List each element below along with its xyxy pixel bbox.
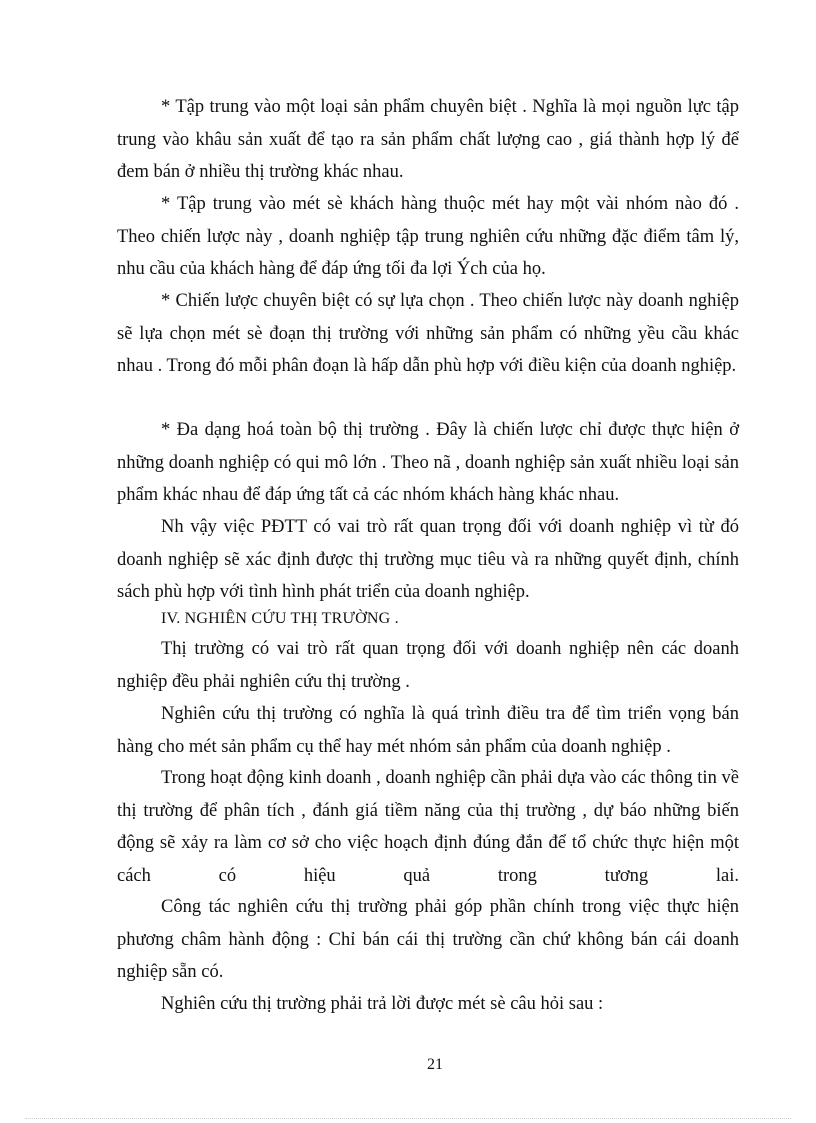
paragraph-market-importance: Thị trường có vai trò rất quan trọng đối với doanh nghiệp nên các doanh nghiệp đều phải nghiên cứu thị trường . (117, 639, 739, 692)
paragraph-customer-group-strategy: * Tập trung vào mét sè khách hàng thuộc mét hay một vài nhóm nào đó . Theo chiến lược này , doanh nghiệp tập trung nghiên cứu những đặc điểm tâm lý, nhu cầu của khách hàng để đáp ứng tối đa lợi Ých của họ. (117, 194, 739, 279)
paragraph-segmentation-summary: Nh vậy việc PĐTT có vai trò rất quan trọng đối với doanh nghiệp vì từ đó doanh nghiệp sẽ xác định được thị trường mục tiêu và ra những quyết định, chính sách phù hợp với tình hình phát triển của doanh nghiệp. (117, 517, 739, 602)
page-bottom-divider (25, 1118, 791, 1119)
paragraph-business-activity: Trong hoạt động kinh doanh , doanh nghiệp cần phải dựa vào các thông tin về thị trường để phân tích , đánh giá tiềm năng của thị trường , dự báo những biến động sẽ xảy ra làm cơ sở cho việc hoạch định đúng đắn để tổ chức thực hiện một cách có hiệu quả trong tương lai. (117, 768, 739, 886)
paragraph-selective-specialization: * Chiến lược chuyên biệt có sự lựa chọn . Theo chiến lược này doanh nghiệp sẽ lựa chọn mét sè đoạn thị trường với những sản phẩm có những yều cầu khác nhau . Trong đó mỗi phân đoạn là hấp dẫn phù hợp với điều kiện của doanh nghiệp. (117, 291, 739, 376)
paragraph-single-product-strategy: * Tập trung vào một loại sản phẩm chuyên biệt . Nghĩa là mọi nguồn lực tập trung vào khâu sản xuất để tạo ra sản phẩm chất lượng cao , giá thành hợp lý để đem bán ở nhiều thị trường khác nhau. (117, 97, 739, 182)
paragraph-full-market-coverage: * Đa dạng hoá toàn bộ thị trường . Đây là chiến lược chỉ được thực hiện ở những doanh nghiệp có qui mô lớn . Theo nã , doanh nghiệp sản xuất nhiều loại sản phẩm khác nhau để đáp ứng tất cả các nhóm khách hàng khác nhau. (117, 420, 739, 505)
paragraph-research-questions: Nghiên cứu thị trường phải trả lời được mét sè câu hỏi sau : (161, 994, 604, 1014)
paragraph-market-research-definition: Nghiên cứu thị trường có nghĩa là quá trình điều tra để tìm triển vọng bán hàng cho mét sản phẩm cụ thể hay mét nhóm sản phẩm của doanh nghiệp . (117, 704, 739, 757)
page-number: 21 (427, 1056, 443, 1073)
paragraph-research-principle: Công tác nghiên cứu thị trường phải góp phần chính trong việc thực hiện phương châm hành động : Chỉ bán cái thị trường cần chứ không bán cái doanh nghiệp sẵn có. (117, 897, 739, 982)
section-heading: IV. NGHIÊN CỨU THỊ TRƯỜNG . (161, 610, 399, 627)
